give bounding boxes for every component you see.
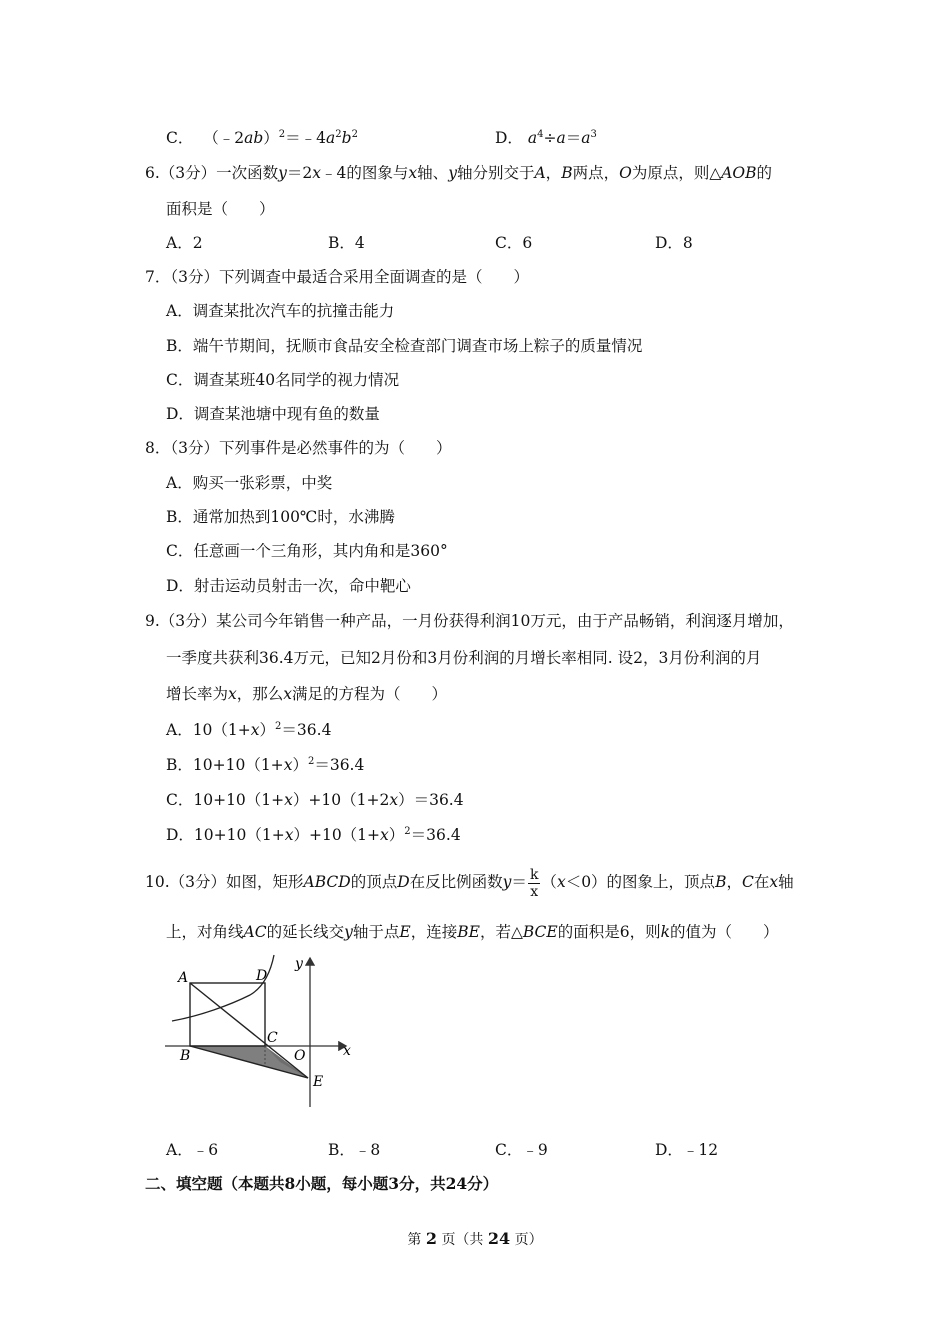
q9-stem-line1: 9.（3分）某公司今年销售一种产品，一月份获得利润10万元，由于产品畅销，利润逐月增加， [145,612,794,630]
q6-option-c: C．6 [495,234,533,252]
page-footer: 第 2 页（共 24 页） [407,1229,543,1248]
fraction-k-over-x: $\frac{k}{x}$ [529,866,539,900]
q7-option-d: D．调查某池塘中现有鱼的数量 [166,405,380,423]
q8-option-b: B．通常加热到100℃时，水沸腾 [166,508,395,526]
page-total: 24 [487,1229,511,1248]
q9-option-b: B．$10+10(1+x)^2=36.4$ [166,755,365,774]
q10-geometry-figure [160,950,370,1112]
label-o: O [294,1048,306,1064]
q6-stem-line2: 面积是（ ） [166,200,275,218]
hyperbola-curve [172,955,274,1021]
label-a: A [178,970,189,986]
q5-option-d: D． $a^4\div a=a^3$ [495,128,597,147]
q9-option-c: C．10+10（1+x）+10（1+2x）＝36.4 [166,791,464,809]
q8-stem: 8．（3分）下列事件是必然事件的为（ ） [145,439,452,457]
q7-stem: 7．（3分）下列调查中最适合采用全面调查的是（ ） [145,268,529,286]
q7-option-a: A．调查某批次汽车的抗撞击能力 [166,302,395,320]
q10-stem-line1: 10.（3分）如图，矩形ABCD的顶点D在反比例函数y＝ $\frac{k}{x}$ （x＜0）的图象上，顶点B，C在x轴 [145,866,794,900]
q10-option-a: A．﹣6 [166,1141,219,1159]
q6-option-d: D．8 [655,234,693,252]
q10-option-c: C．﹣9 [495,1141,548,1159]
label-c: C [267,1030,278,1046]
q10-option-b: B．﹣8 [328,1141,381,1159]
q5-option-c: C． $(﹣2ab)^2=﹣4a^2b^2$ [166,128,358,147]
q10-stem-line2: 上，对角线AC的延长线交y轴于点E，连接BE，若△BCE的面积是6，则k的值为（ ） [166,923,779,941]
q10-option-d: D．﹣12 [655,1141,719,1159]
label-e: E [313,1074,324,1090]
q9-option-d: D．$10+10(1+x)+10(1+x)^2=36.4$ [166,825,461,844]
q9-stem-line3: 增长率为x，那么x满足的方程为（ ） [166,685,448,703]
section-2-heading: 二、填空题（本题共8小题，每小题3分，共24分） [145,1174,499,1193]
label-x: x [343,1043,351,1059]
page-number: 2 [425,1229,437,1248]
q9-stem-line2: 一季度共获利36.4万元，已知2月份和3月份利润的月增长率相同. 设2，3月份利润的月 [166,649,762,667]
q6-stem-line1: 6.（3分）一次函数y＝2x﹣4的图象与x轴、y轴分别交于A，B两点，O为原点，则△AOB的 [145,164,773,182]
q9-option-a: A．$10(1+x)^2=36.4$ [166,720,332,739]
label-b: B [180,1048,191,1064]
label-d: D [256,968,268,984]
q8-option-c: C．任意画一个三角形，其内角和是360° [166,542,448,560]
diagonal-ac-extended [190,983,308,1078]
q6-option-a: A．2 [166,234,203,252]
q7-option-c: C．调查某班40名同学的视力情况 [166,371,400,389]
q6-option-b: B．4 [328,234,365,252]
label-y: y [295,956,303,972]
q7-option-b: B．端午节期间，抚顺市食品安全检查部门调查市场上粽子的质量情况 [166,337,643,355]
q8-option-d: D．射击运动员射击一次，命中靶心 [166,577,411,595]
q8-option-a: A．购买一张彩票，中奖 [166,474,333,492]
